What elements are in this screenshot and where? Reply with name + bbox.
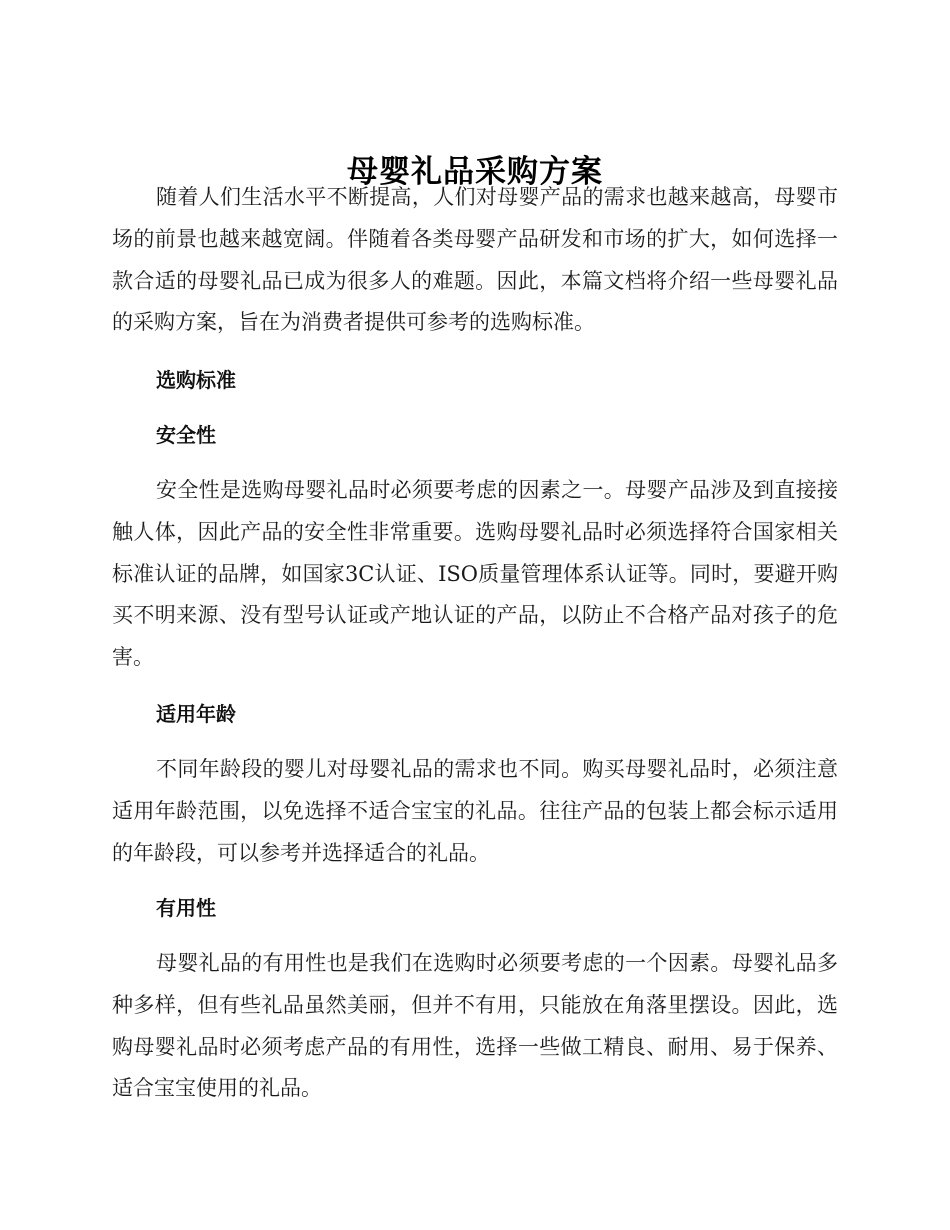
section-body-usefulness: 母婴礼品的有用性也是我们在选购时必须要考虑的一个因素。母婴礼品多种多样，但有些礼品虽然美丽，但并不有用，只能放在角落里摆设。因此，选购母婴礼品时必须考虑产品的有用性，选择一些做工精良、耐用、易于保养、适合宝宝使用的礼品。 bbox=[112, 951, 838, 1101]
section-heading-usefulness: 有用性 bbox=[156, 896, 216, 920]
section-body-age: 不同年龄段的婴儿对母婴礼品的需求也不同。购买母婴礼品时，必须注意适用年龄范围，以免选择不适合宝宝的礼品。往往产品的包装上都会标示适用的年龄段，可以参考并选择适合的礼品。 bbox=[112, 757, 838, 865]
intro-paragraph: 随着人们生活水平不断提高，人们对母婴产品的需求也越来越高，母婴市场的前景也越来越宽阔。伴随着各类母婴产品研发和市场的扩大，如何选择一款合适的母婴礼品已成为很多人的难题。因此，本篇文档将介绍一些母婴礼品的采购方案，旨在为消费者提供可参考的选购标准。 bbox=[112, 185, 838, 335]
section-body-safety: 安全性是选购母婴礼品时必须要考虑的因素之一。母婴产品涉及到直接接触人体，因此产品的安全性非常重要。选购母婴礼品时必须选择符合国家相关标准认证的品牌，如国家3C认证、ISO质量管理体系认证等。同时，要避开购买不明来源、没有型号认证或产地认证的产品，以防止不合格产品对孩子的危害。 bbox=[112, 478, 838, 670]
document-title: 母婴礼品采购方案 bbox=[347, 153, 603, 190]
section-heading-safety: 安全性 bbox=[156, 423, 216, 447]
section-heading-age: 适用年龄 bbox=[156, 702, 236, 726]
section-heading-criteria: 选购标准 bbox=[156, 368, 236, 392]
